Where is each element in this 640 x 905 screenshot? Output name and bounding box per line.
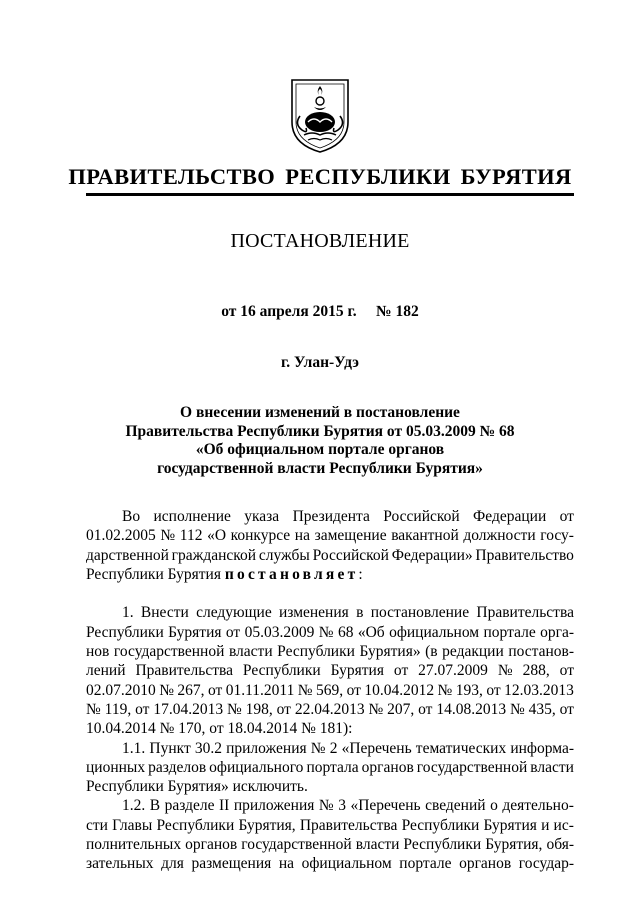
word: Бурятия, (238, 816, 296, 834)
word: 1.1. (122, 739, 146, 757)
word: Республики (403, 836, 482, 854)
word: государственной (241, 836, 352, 854)
date-and-number: от 16 апреля 2015 г. № 182 (221, 303, 419, 320)
item-1-paragraph (86, 603, 574, 738)
word: приложения (233, 797, 315, 815)
city: г. Улан-Удэ (280, 354, 359, 371)
word: указа (244, 508, 280, 525)
subject-line: Правительства Республики Бурятия от 05.03.2009 № 68 (125, 422, 515, 440)
text-line (86, 565, 574, 584)
word: № (86, 700, 101, 718)
text-line: Республики Бурятия» исключить. (86, 778, 308, 796)
word: Пункт (149, 739, 191, 757)
coat-of-arms-icon (288, 72, 352, 154)
word: официальном (389, 623, 480, 641)
word: гражданской (171, 546, 257, 564)
word: Федерации (473, 508, 547, 525)
word: в (356, 604, 364, 622)
word: нов (86, 643, 110, 661)
text-line (86, 603, 574, 622)
word: официального (209, 758, 304, 776)
word: изменения (279, 604, 349, 622)
word: власти (228, 643, 273, 661)
word: № (297, 681, 313, 699)
word: Республики (156, 816, 235, 834)
word: редакции (442, 643, 504, 661)
word: II (219, 797, 230, 815)
word: 119, (104, 700, 132, 718)
word: от (225, 623, 241, 641)
word: 1. (122, 604, 134, 622)
word: информа- (510, 739, 574, 757)
word: (в (425, 643, 438, 661)
word: 10.04.2012 (364, 681, 435, 699)
word: от (486, 681, 501, 699)
word: 267, (177, 681, 205, 699)
text-line (86, 700, 574, 719)
word: 27.07.2009 (418, 662, 488, 680)
word: от (393, 662, 409, 680)
word: разделов (148, 758, 207, 776)
word: следующие (196, 604, 272, 622)
word: Федерации» (391, 546, 473, 564)
word: органов (459, 855, 512, 873)
word: 01.11.2011 (225, 681, 295, 699)
subject-line: О внесении изменений в постановление (180, 404, 460, 421)
word: от (559, 662, 574, 680)
word: Российской (383, 508, 460, 525)
word: на (294, 527, 310, 545)
word: приложения (226, 739, 307, 757)
text-line (86, 796, 574, 815)
word: Республики (86, 623, 164, 641)
preamble-paragraph (86, 507, 574, 584)
text-line (86, 642, 574, 661)
subject-line: «Об официальном портале органов (195, 441, 445, 458)
word: Российской (312, 546, 389, 564)
word: Правительства (135, 662, 233, 680)
word: орга- (540, 623, 574, 641)
word: власти (355, 836, 400, 854)
word: государственной (113, 643, 225, 661)
word: исполнение (153, 508, 231, 525)
word: Главы (112, 816, 153, 834)
text-fragment: Республики Бурятия (86, 565, 225, 583)
word: размещения (191, 855, 272, 873)
word: 288, (522, 662, 550, 680)
word: 1.2. (122, 797, 146, 815)
text-line (86, 661, 574, 680)
text-line (86, 526, 574, 545)
item-1-2-paragraph (86, 796, 574, 873)
word: для (161, 855, 184, 873)
item-1-1-paragraph (86, 739, 574, 797)
word: портале (483, 623, 536, 641)
word: о (490, 797, 498, 815)
word: на (278, 855, 295, 873)
word: 30.2 (194, 739, 222, 757)
word: Во (122, 508, 141, 525)
text-line (86, 681, 574, 700)
word: разделе (164, 797, 215, 815)
word: деятельно- (502, 797, 574, 815)
word: от (276, 700, 291, 718)
word: службы (258, 546, 310, 564)
word: Внести (140, 604, 189, 622)
text-line (86, 623, 574, 642)
word: тематических (415, 739, 507, 757)
word: Республики (277, 643, 355, 661)
word: Правительство (475, 546, 574, 564)
word: Президента (292, 508, 370, 525)
word: 22.04.2013 (294, 700, 365, 718)
word: ис- (553, 816, 574, 834)
government-title: ПРАВИТЕЛЬСТВО РЕСПУБЛИКИ БУРЯТИЯ (68, 164, 572, 189)
word: лений (86, 662, 126, 680)
word: Бурятия (483, 816, 537, 834)
word: № (509, 700, 525, 718)
word: «Перечень (341, 739, 412, 757)
text-line: 10.04.2014 № 170, от 18.04.2014 № 181): (86, 720, 353, 738)
text-line (86, 546, 574, 565)
word: портале (399, 855, 452, 873)
text-fragment: : (358, 565, 363, 583)
word: «О (207, 527, 227, 545)
word: от (418, 700, 433, 718)
word: власти (530, 758, 574, 776)
word: 207, (387, 700, 415, 718)
word: зательных (86, 855, 154, 873)
document-subject (0, 404, 640, 478)
word: «Перечень (350, 797, 421, 815)
text-line (86, 835, 574, 854)
word: полнительных (86, 836, 182, 854)
word: 12.03.2013 (504, 681, 574, 699)
word: постанов- (508, 643, 574, 661)
word: № (318, 797, 334, 815)
word: органов (361, 758, 414, 776)
text-line (86, 758, 574, 777)
word: и (541, 816, 550, 834)
word: Республики (401, 816, 480, 834)
word: № (310, 739, 326, 757)
word: № (368, 700, 384, 718)
word: Бурятия, (485, 836, 543, 854)
word: дарственной (86, 546, 169, 564)
decree-word: постановляет (224, 565, 359, 583)
word: 14.08.2013 (436, 700, 507, 718)
word: № (318, 623, 334, 641)
word: № (160, 527, 176, 545)
word: № (159, 681, 174, 699)
title-divider (86, 193, 574, 196)
subject-line: государственной власти Республики Бурятия» (157, 459, 483, 477)
word: В (149, 797, 161, 815)
word: Бурятия (330, 662, 384, 680)
word: 435, (528, 700, 556, 718)
word: обя- (546, 836, 574, 854)
word: 17.04.2013 (153, 700, 224, 718)
word: от (559, 508, 574, 525)
word: 01.02.2005 (86, 527, 156, 545)
word: от (135, 700, 150, 718)
word: 569, (316, 681, 344, 699)
word: 05.03.2009 (244, 623, 315, 641)
text-line (86, 854, 574, 873)
text-line (86, 507, 574, 526)
word: от (207, 681, 223, 699)
document-type: ПОСТАНОВЛЕНИЕ (230, 230, 410, 252)
word: портала (306, 758, 359, 776)
word: Бурятия (168, 623, 222, 641)
text-line (86, 816, 574, 835)
word: 3 (338, 797, 346, 815)
word: 198, (245, 700, 273, 718)
word: 193, (455, 681, 483, 699)
word: «Об (357, 623, 385, 641)
word: органов (185, 836, 238, 854)
word: ционных (86, 758, 146, 776)
word: № (226, 700, 242, 718)
word: Бурятия» (359, 643, 421, 661)
word: государственной (416, 758, 528, 776)
word: № (437, 681, 453, 699)
word: сти (86, 816, 108, 834)
word: 112 (179, 527, 203, 545)
word: постановление (370, 604, 470, 622)
word: № (497, 662, 513, 680)
word: конкурсе (230, 527, 291, 545)
document-body (86, 507, 574, 874)
word: официальном (301, 855, 392, 873)
word: от (346, 681, 361, 699)
word: сведений (425, 797, 486, 815)
word: от (559, 700, 574, 718)
word: Республики (242, 662, 321, 680)
word: государ- (518, 855, 574, 873)
word: должности (463, 527, 536, 545)
word: Правительства (299, 816, 398, 834)
word: госу- (540, 527, 574, 545)
word: 68 (337, 623, 354, 641)
word: 02.07.2010 (86, 681, 156, 699)
word: замещение (314, 527, 387, 545)
word: Правительства (476, 604, 574, 622)
word: 2 (329, 739, 338, 757)
text-line (86, 739, 574, 758)
word: вакантной (391, 527, 459, 545)
